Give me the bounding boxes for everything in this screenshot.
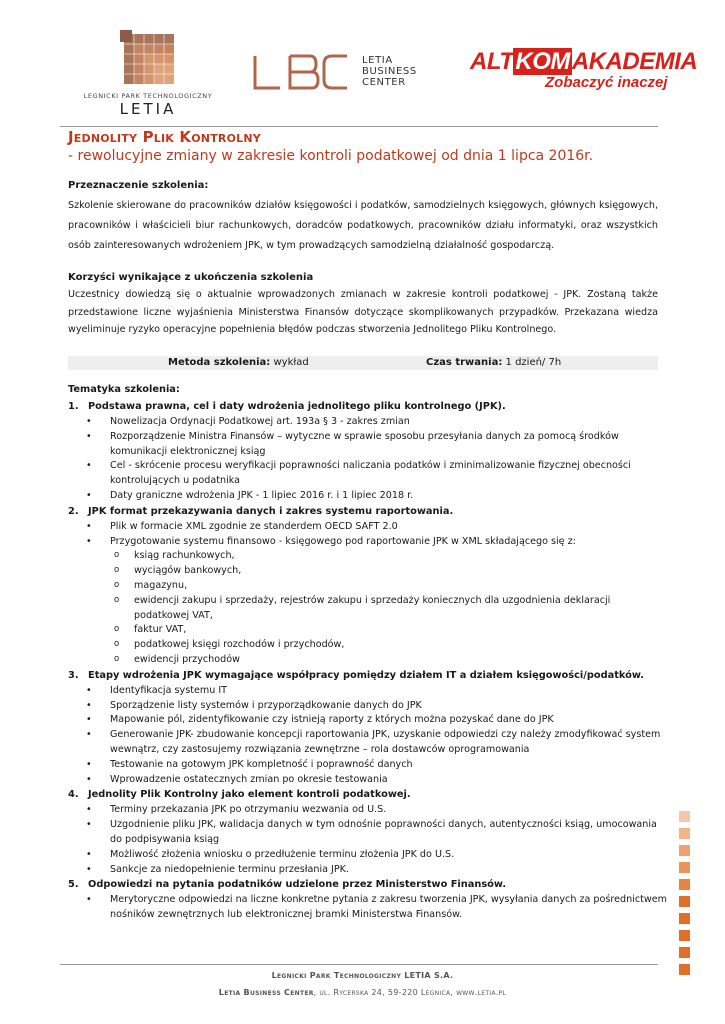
sub-list-item: o faktur VAT, — [134, 623, 668, 638]
list-item: • Sankcje za niedopełnienie terminu przesłania JPK. — [110, 863, 668, 878]
list-item: • Cel - skrócenie procesu weryfikacji poprawności naliczania podatków i zminimalizowanie fizycznej obecności kontrolujących u podatnika — [110, 459, 668, 489]
altkom-kom: KOM — [515, 48, 570, 75]
altkom-logo — [470, 48, 697, 76]
list-item: • Plik w formacie XML zgodnie ze standerdem OECD SAFT 2.0 — [110, 520, 668, 535]
topic-1-list — [68, 415, 668, 504]
lbc-line-2: BUSINESS — [362, 66, 417, 77]
list-item: • Uzgodnienie pliku JPK, walidacja danych w tym odnośnie poprawności danych, autentyczności ksiąg, umocowania do podpisywania ksiąg — [110, 818, 668, 848]
list-item: • Nowelizacja Ordynacji Podatkowej art. 193a § 3 - zakres zmian — [110, 415, 668, 430]
topic-4-list — [68, 803, 668, 877]
intro-section — [68, 178, 658, 339]
accent-square — [679, 896, 690, 907]
duration-value: 1 dzień/ 7h — [502, 357, 562, 368]
sub-list-item: o wyciągów bankowych, — [134, 564, 668, 579]
list-item: • Mapowanie pól, zidentyfikowanie czy istnieją raporty z których można pozyskać dane do JPK — [110, 713, 668, 728]
accent-square — [679, 845, 690, 856]
duration-label: Czas trwania: — [426, 357, 503, 368]
topic-5-number: 5. — [68, 879, 79, 891]
accent-square — [679, 913, 690, 924]
page-subtitle: - rewolucyjne zmiany w zakresie kontroli podatkowej od dnia 1 lipca 2016r. — [68, 148, 594, 164]
list-item: • Wprowadzenie ostatecznych zmian po okresie testowania — [110, 773, 668, 788]
altkom-tagline: Zobaczyć inaczej — [545, 74, 668, 91]
method-bar — [68, 356, 658, 370]
list-item: • Sporządzenie listy systemów i przyporządkowanie danych do JPK — [110, 699, 668, 714]
benefits-heading: Korzyści wynikające z ukończenia szkolenia — [68, 272, 314, 283]
accent-square — [679, 828, 690, 839]
lbc-logo-icon — [252, 54, 350, 90]
sub-list-item: o podatkowej księgi rozchodów i przychodów, — [134, 638, 668, 653]
list-item: • Generowanie JPK- zbudowanie koncepcji raportowania JPK, uzyskanie odpowiedzi czy należy zmodyfikować system wewnątrz, czy zastosujemy rozwiązania zewnętrzne – rola dostawców oprogramowania — [110, 728, 668, 758]
footer-center-name: Letia Business Center — [218, 988, 314, 997]
topic-2-heading — [68, 504, 668, 520]
accent-square — [679, 930, 690, 941]
topic-3-number: 3. — [68, 669, 79, 681]
topic-1-title: Podstawa prawna, cel i daty wdrożenia jednolitego pliku kontrolnego (JPK). — [88, 401, 506, 412]
method-value: wykład — [270, 357, 309, 368]
topic-3-heading — [68, 668, 668, 684]
topic-3-list — [68, 684, 668, 788]
topic-1-heading — [68, 399, 668, 415]
list-item: • Rozporządzenie Ministra Finansów – wytyczne w sprawie sposobu przesyłania danych za pomocą środków komunikacji elektronicznej ksiąg — [110, 430, 668, 460]
lpt-company-name: LEGNICKI PARK TECHNOLOGICZNY — [83, 92, 213, 100]
topic-2-title: JPK format przekazywania danych i zakres systemu raportowania. — [88, 505, 454, 517]
altkom-alt: ALT — [470, 48, 514, 75]
page-header — [0, 0, 725, 125]
purpose-text: Szkolenie skierowane do pracowników działów księgowości i podatków, samodzielnych księgowych, głównych księgowych, pracowników i właścicieli biur rachunkowych, doradców podatkowych, pracowników działu informatyki, oraz wszystkich osób zainteresowanych wdrożeniem JPK, w tym prowadzących samodzielną działalność gospodarczą. — [68, 200, 658, 251]
topic-3-title: Etapy wdrożenia JPK wymagające współpracy pomiędzy działem IT a działem księgowości/podatków. — [88, 669, 645, 681]
topic-2-sublist — [110, 549, 668, 667]
page-title: Jednolity Plik Kontrolny — [68, 128, 261, 146]
list-item — [110, 535, 668, 668]
topic-4-heading — [68, 787, 668, 803]
sub-list-item: o ewidencji zakupu i sprzedaży, rejestrów zakupu i sprzedaży koniecznych dla uzgodnienia deklaracji podatkowej VAT, — [134, 594, 668, 624]
lbc-line-3: CENTER — [362, 77, 406, 88]
lpt-mosaic-logo-icon — [120, 30, 178, 88]
topics-heading: Tematyka szkolenia: — [68, 384, 180, 395]
footer-address — [0, 988, 725, 997]
footer-company: Legnicki Park Technologiczny LETIA S.A. — [271, 971, 454, 980]
topic-2-list — [68, 520, 668, 668]
list-item: • Możliwość złożenia wniosku o przedłużenie terminu złożenia JPK do U.S. — [110, 848, 668, 863]
list-item: • Daty graniczne wdrożenia JPK - 1 lipiec 2016 r. i 1 lipiec 2018 r. — [110, 489, 668, 504]
accent-square — [679, 947, 690, 958]
topic-5-list — [68, 893, 668, 923]
header-divider — [60, 126, 658, 127]
accent-square — [679, 879, 690, 890]
list-item-text: Przygotowanie systemu finansowo - księgowego pod raportowanie JPK w XML składającego się z: — [110, 535, 576, 547]
purpose-heading: Przeznaczenie szkolenia: — [68, 180, 209, 191]
topic-4-number: 4. — [68, 789, 79, 801]
footer-divider — [60, 964, 658, 965]
accent-square — [679, 862, 690, 873]
topics-section — [68, 384, 668, 923]
topic-5-title: Odpowiedzi na pytania podatników udzielone przez Ministerstwo Finansów. — [88, 879, 507, 891]
list-item: • Terminy przekazania JPK po otrzymaniu wezwania od U.S. — [110, 803, 668, 818]
sub-list-item: o ksiąg rachunkowych, — [134, 549, 668, 564]
topic-5-heading — [68, 877, 668, 893]
method-info — [168, 356, 309, 370]
topic-4-title: Jednolity Plik Kontrolny jako element kontroli podatkowej. — [88, 789, 411, 801]
sub-list-item: o ewidencji przychodów — [134, 653, 668, 668]
list-item: • Merytoryczne odpowiedzi na liczne konkretne pytania z zakresu tworzenia JPK, wysyłania danych za pośrednictwem nośników zewnętrznych lub elektronicznej bramki Ministerstwa Finansów. — [110, 893, 668, 923]
benefits-text: Uczestnicy dowiedzą się o aktualnie wprowadzonych zmianach w zakresie kontroli podatkowej - JPK. Zostaną także przedstawione liczne wyjaśnienia Ministerstwa Finansów dotyczące skomplikowanych przypadków. Przekazana wiedza wyeliminuje ryzyko operacyjne popełnienia błędów podczas stworzenia Jednolitego Pliku Kontrolnego. — [68, 289, 658, 335]
lbc-line-1: LETIA — [362, 55, 393, 66]
lbc-wordmark — [362, 55, 417, 88]
accent-square — [679, 811, 690, 822]
list-item: • Testowanie na gotowym JPK kompletność i poprawność danych — [110, 758, 668, 773]
topic-2-number: 2. — [68, 505, 79, 517]
list-item: • Identyfikacja systemu IT — [110, 684, 668, 699]
duration-info — [426, 356, 561, 370]
sub-list-item: o magazynu, — [134, 579, 668, 594]
altkom-akademia: AKADEMIA — [571, 48, 698, 75]
footer-address-rest: , ul. Rycerska 24, 59-220 Legnica, www.letia.pl — [313, 988, 507, 997]
method-label: Metoda szkolenia: — [168, 357, 271, 368]
topic-1-number: 1. — [68, 401, 79, 412]
lpt-letia-wordmark: LETIA — [119, 100, 177, 118]
